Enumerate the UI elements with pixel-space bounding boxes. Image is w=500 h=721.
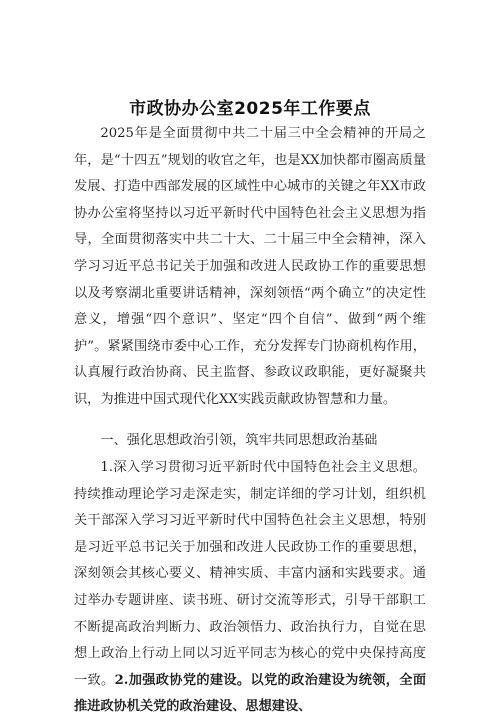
item-1-text: 1.深入学习贯彻习近平新时代中国特色社会主义思想。持续推动理论学习走深走实，制定详细的学习计划，组织机关干部深入学习习近平新时代中国特色社会主义思想，特别是习近平总书记关于加强和改进人民政协工作的重要思想，深刻领会其核心要义、精神实质、丰富内涵和实践要求。通过举办专题讲座、读书班、研讨交流等形式，引导干部职工不断提高政治判断力、政治领悟力、政治执行力，自觉在思想上政治上行动上同以习近平同志为核心的党中央保持高度一致。 (74, 460, 426, 688)
intro-paragraph: 2025年是全面贯彻中共二十届三中全会精神的开局之年，是“十四五”规划的收官之年，也是XX加快都市圈高质量发展、打造中西部发展的区域性中心城市的关键之年XX市政协办公室将坚持以习近平新时代中国特色社会主义思想为指导，全面贯彻落实中共二十大、二十届三中全会精神，深入学习习近平总书记关于加强和改进人民政协工作的重要思想以及考察湖北重要讲话精神，深刻领悟“两个确立”的决定性意义，增强“四个意识”、坚定“四个自信”、做到“两个维护”。紧紧围绕市委中心工作，充分发挥专门协商机构作用，认真履行政治协商、民主监督、参政议政职能，更好凝聚共识，为推进中国式现代化XX实践贡献政协智慧和力量。 (74, 126, 426, 407)
document-title: 市政协办公室2025年工作要点 (129, 99, 371, 119)
section-body-paragraph (74, 455, 426, 721)
section-heading: 一、强化思想政治引领，筑牢共同思想政治基础 (100, 433, 378, 448)
item-2-text: 2.加强政协党的建设。以党的政治建设为统领，全面推进政协机关党的政治建设、思想建设、 (74, 672, 427, 715)
